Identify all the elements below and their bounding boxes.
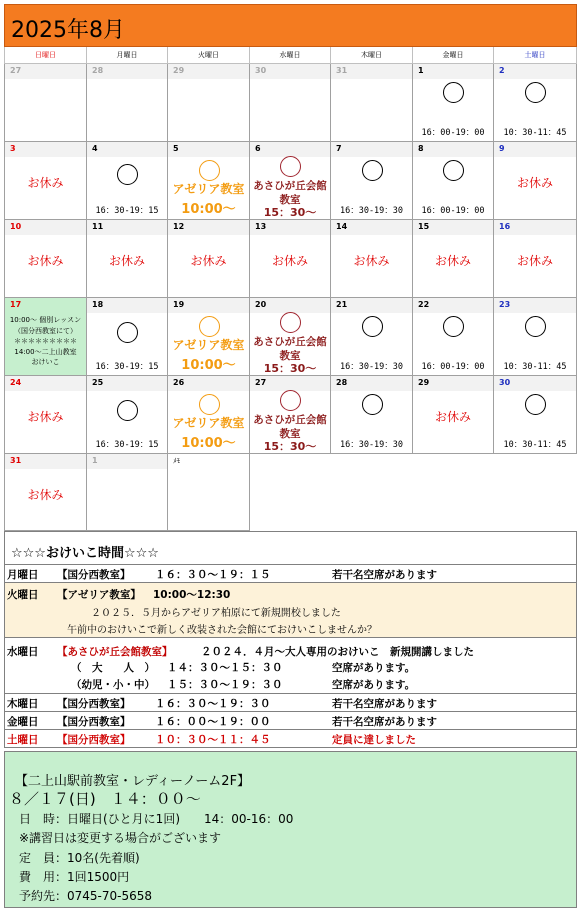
contact-line: 予約先：0745-70-5658 [19, 889, 153, 903]
azalea-time: 10:00～ [181, 358, 236, 373]
lesson-time: 16：30-19：30 [339, 206, 404, 216]
day-number: 23 [499, 300, 511, 309]
day-number: 9 [499, 144, 505, 153]
available-circle-icon [117, 322, 138, 343]
day-number: 26 [173, 378, 185, 387]
day-number: 2 [499, 66, 505, 75]
event-line: ＊＊＊＊＊＊＊＊＊ [14, 337, 77, 345]
weekday-wed: 水曜日 [250, 47, 331, 64]
available-circle-icon [199, 316, 220, 337]
memo-cell[interactable] [168, 454, 250, 531]
day-cell[interactable] [413, 376, 494, 454]
asahi-label-line1: あさひが丘会館 [253, 414, 327, 426]
time-label: １４：３０～１５：３０ [167, 662, 283, 674]
day-number: 20 [255, 300, 267, 309]
room-label: 【アゼリア教室】 [57, 589, 141, 601]
day-cell[interactable] [4, 142, 87, 220]
available-circle-icon [117, 400, 138, 421]
day-number: 19 [173, 300, 185, 309]
available-circle-icon [117, 164, 138, 185]
day-number: 10 [10, 222, 22, 231]
day-number: 8 [418, 144, 424, 153]
day-number: 14 [336, 222, 348, 231]
weekday-fri: 金曜日 [413, 47, 494, 64]
day-cell[interactable] [494, 64, 577, 142]
day-number: 21 [336, 300, 348, 309]
day-number: 15 [418, 222, 430, 231]
info-line: 午前中のおけいこで新しく改装された会館にておけいこしませんか？ [67, 625, 377, 636]
asahi-class-label [250, 335, 330, 363]
day-cell[interactable] [413, 298, 494, 376]
holiday-label: お休み [190, 254, 227, 268]
special-event-note [7, 315, 84, 368]
day-number: 24 [10, 378, 22, 387]
schedule-title: ☆☆☆おけいこ時間☆☆☆ [11, 546, 159, 561]
group-label: （ 大 人 ） [71, 662, 155, 674]
asahi-time: 15：30～ [263, 362, 317, 375]
class-title: 【二上山駅前教室・レディーノーム2F】 [15, 774, 251, 789]
capacity-line: 定 員：10名(先着順) [19, 851, 140, 865]
calendar-page [4, 4, 577, 908]
day-cell[interactable] [168, 220, 250, 298]
room-label: 【国分西教室】 [57, 734, 131, 746]
lesson-time: 16：30-19：15 [95, 206, 159, 216]
asahi-label-line1: あさひが丘会館 [253, 180, 327, 192]
lesson-time: 16：30-19：15 [95, 362, 159, 372]
page-title: 2025年8月 [11, 18, 125, 43]
holiday-label: お休み [271, 254, 308, 268]
day-number: 29 [418, 378, 430, 387]
day-number: 31 [10, 456, 22, 465]
available-circle-icon [525, 82, 546, 103]
azalea-class-label: アゼリア教室 [172, 416, 245, 430]
weekday-tue: 火曜日 [168, 47, 250, 64]
holiday-label: お休み [27, 410, 64, 424]
day-number: 22 [418, 300, 430, 309]
schedule-row-sat [5, 729, 576, 747]
lesson-time: 10：30-11：45 [503, 128, 567, 138]
asahi-class-label [250, 413, 330, 441]
day-cell[interactable] [168, 376, 250, 454]
available-circle-icon [362, 316, 383, 337]
schedule-row-tue [5, 582, 576, 637]
day-number: 4 [92, 144, 98, 153]
day-cell[interactable] [331, 64, 413, 142]
day-cell[interactable] [413, 64, 494, 142]
available-circle-icon [199, 394, 220, 415]
day-label: 火曜日 [7, 589, 39, 601]
available-circle-icon [443, 160, 464, 181]
day-cell[interactable] [4, 376, 87, 454]
available-circle-icon [443, 316, 464, 337]
lesson-time: 16：30-19：30 [339, 362, 404, 372]
day-number: 12 [173, 222, 185, 231]
day-number: 18 [92, 300, 104, 309]
azalea-class-label: アゼリア教室 [172, 338, 245, 352]
holiday-label: お休み [353, 254, 390, 268]
day-number: 25 [92, 378, 104, 387]
available-circle-icon [362, 394, 383, 415]
event-line: 14:00～二上山教室 [14, 347, 77, 356]
available-circle-icon [525, 394, 546, 415]
day-cell[interactable] [331, 142, 413, 220]
day-label: 水曜日 [7, 646, 39, 658]
azalea-class-label: アゼリア教室 [172, 182, 245, 196]
lesson-time: 16：00-19：00 [421, 128, 485, 138]
note-line: ※講習日は変更する場合がございます [19, 831, 222, 845]
day-number: 11 [92, 222, 104, 231]
asahi-label-line1: あさひが丘会館 [253, 336, 327, 348]
lesson-time: 16：30-19：15 [95, 440, 159, 450]
day-number: 30 [255, 66, 267, 75]
event-line: 10:00～ 個別レッスン [9, 316, 82, 324]
asahi-label-line2: 教室 [279, 350, 301, 362]
day-label: 土曜日 [7, 734, 39, 746]
day-label: 月曜日 [7, 569, 39, 581]
weekday-sun: 日曜日 [4, 47, 87, 64]
day-cell[interactable] [87, 64, 168, 142]
day-cell[interactable] [331, 220, 413, 298]
time-label: １６：３０～１９：３０ [155, 698, 271, 710]
day-number: 7 [336, 144, 342, 153]
day-cell[interactable] [4, 220, 87, 298]
event-line: おけいこ [31, 358, 60, 366]
room-label: 【国分西教室】 [57, 716, 131, 728]
time-label: １６：３０～１９：１５ [155, 569, 271, 581]
day-number: 29 [173, 66, 185, 75]
asahi-time: 15：30～ [263, 440, 317, 453]
weekday-sat: 土曜日 [494, 47, 577, 64]
schedule-row-mon [5, 564, 576, 582]
lesson-schedule [4, 531, 577, 748]
calendar-grid [4, 64, 577, 531]
time-label: 10:00～12:30 [153, 589, 231, 601]
day-cell[interactable] [4, 298, 87, 376]
holiday-label: お休み [108, 254, 145, 268]
group-label: （幼児・小・中） [71, 679, 155, 691]
availability-note: 空席があります。 [332, 679, 416, 691]
futakami-class-info [4, 751, 577, 908]
availability-note: 空席があります。 [332, 662, 416, 674]
event-date: ８／１７(日) １４：００～ [9, 790, 201, 808]
weekday-mon: 月曜日 [87, 47, 168, 64]
day-cell[interactable] [4, 64, 87, 142]
day-cell[interactable] [250, 298, 331, 376]
day-number: 16 [499, 222, 511, 231]
schedule-line: 日 時：日曜日(ひと月に1回) 14：00-16：00 [19, 812, 294, 826]
day-cell[interactable] [87, 220, 168, 298]
schedule-row-fri [5, 711, 576, 729]
holiday-label: お休み [516, 254, 553, 268]
fee-line: 費 用：1回1500円 [19, 870, 130, 884]
day-number: 27 [255, 378, 267, 387]
asahi-label-line2: 教室 [279, 428, 301, 440]
room-label: 【国分西教室】 [57, 569, 131, 581]
time-label: １６：００～１９：００ [155, 716, 271, 728]
day-cell[interactable] [250, 220, 331, 298]
availability-note: 定員に達しました [332, 734, 416, 746]
day-cell[interactable] [331, 298, 413, 376]
day-cell[interactable] [87, 142, 168, 220]
asahi-label-line2: 教室 [279, 194, 301, 206]
day-cell[interactable] [494, 220, 577, 298]
day-cell[interactable] [4, 454, 87, 531]
available-circle-icon [280, 390, 301, 411]
weekday-row [4, 47, 577, 64]
lesson-time: 16：00-19：00 [421, 362, 485, 372]
holiday-label: お休み [27, 176, 64, 190]
day-cell[interactable] [168, 142, 250, 220]
day-cell[interactable] [494, 376, 577, 454]
azalea-time: 10:00～ [181, 436, 236, 451]
info-line: ２０２４．４月～大人専用のおけいこ 新規開講しました [201, 646, 474, 658]
day-cell[interactable] [87, 454, 168, 531]
day-cell[interactable] [331, 376, 413, 454]
day-cell[interactable] [413, 142, 494, 220]
time-label: １５：３０～１９：３０ [167, 679, 283, 691]
availability-note: 若干名空席があります [332, 569, 437, 581]
room-label: 【国分西教室】 [57, 698, 131, 710]
holiday-label: お休み [434, 410, 471, 424]
weekday-thu: 木曜日 [331, 47, 413, 64]
day-number: 13 [255, 222, 267, 231]
availability-note: 若干名空席があります [332, 698, 437, 710]
azalea-time: 10:00～ [181, 202, 236, 217]
event-line: （国分西教室にて） [14, 326, 77, 335]
day-number: 31 [336, 66, 348, 75]
lesson-time: 10：30-11：45 [503, 362, 567, 372]
day-number: 17 [10, 300, 22, 309]
day-number: 27 [10, 66, 22, 75]
holiday-label: お休み [516, 176, 553, 190]
day-number: 6 [255, 144, 261, 153]
day-cell[interactable] [168, 64, 250, 142]
day-label: 金曜日 [7, 716, 39, 728]
holiday-label: お休み [27, 254, 64, 268]
available-circle-icon [362, 160, 383, 181]
month-header [4, 4, 577, 47]
day-cell[interactable] [87, 376, 168, 454]
schedule-row-thu [5, 693, 576, 711]
day-number: 28 [336, 378, 348, 387]
lesson-time: 16：30-19：30 [339, 440, 404, 450]
day-number: 3 [10, 144, 16, 153]
available-circle-icon [525, 316, 546, 337]
day-number: 1 [92, 456, 98, 465]
day-cell[interactable] [413, 220, 494, 298]
info-line: ２０２５．５月からアゼリア柏原にて新規開校しました [91, 608, 341, 619]
day-label: 木曜日 [7, 698, 39, 710]
day-number: 30 [499, 378, 511, 387]
lesson-time: 16：00-19：00 [421, 206, 485, 216]
availability-note: 若干名空席があります [332, 716, 437, 728]
available-circle-icon [280, 156, 301, 177]
day-number: 5 [173, 144, 179, 153]
available-circle-icon [280, 312, 301, 333]
available-circle-icon [443, 82, 464, 103]
day-cell[interactable] [250, 142, 331, 220]
lesson-time: 10：30-11：45 [503, 440, 567, 450]
asahi-class-label [250, 179, 330, 207]
time-label: １０：３０～１１：４５ [155, 734, 271, 746]
day-cell[interactable] [494, 298, 577, 376]
day-cell[interactable] [494, 142, 577, 220]
holiday-label: お休み [27, 488, 64, 502]
schedule-row-wed [5, 637, 576, 693]
day-cell[interactable] [250, 376, 331, 454]
available-circle-icon [199, 160, 220, 181]
day-number: 1 [418, 66, 424, 75]
memo-label: ﾒﾓ [173, 457, 180, 465]
day-cell[interactable] [250, 64, 331, 142]
asahi-time: 15：30～ [263, 206, 317, 219]
day-cell[interactable] [168, 298, 250, 376]
holiday-label: お休み [434, 254, 471, 268]
day-cell[interactable] [87, 298, 168, 376]
day-number: 28 [92, 66, 104, 75]
room-label: 【あさひが丘会館教室】 [57, 646, 173, 658]
